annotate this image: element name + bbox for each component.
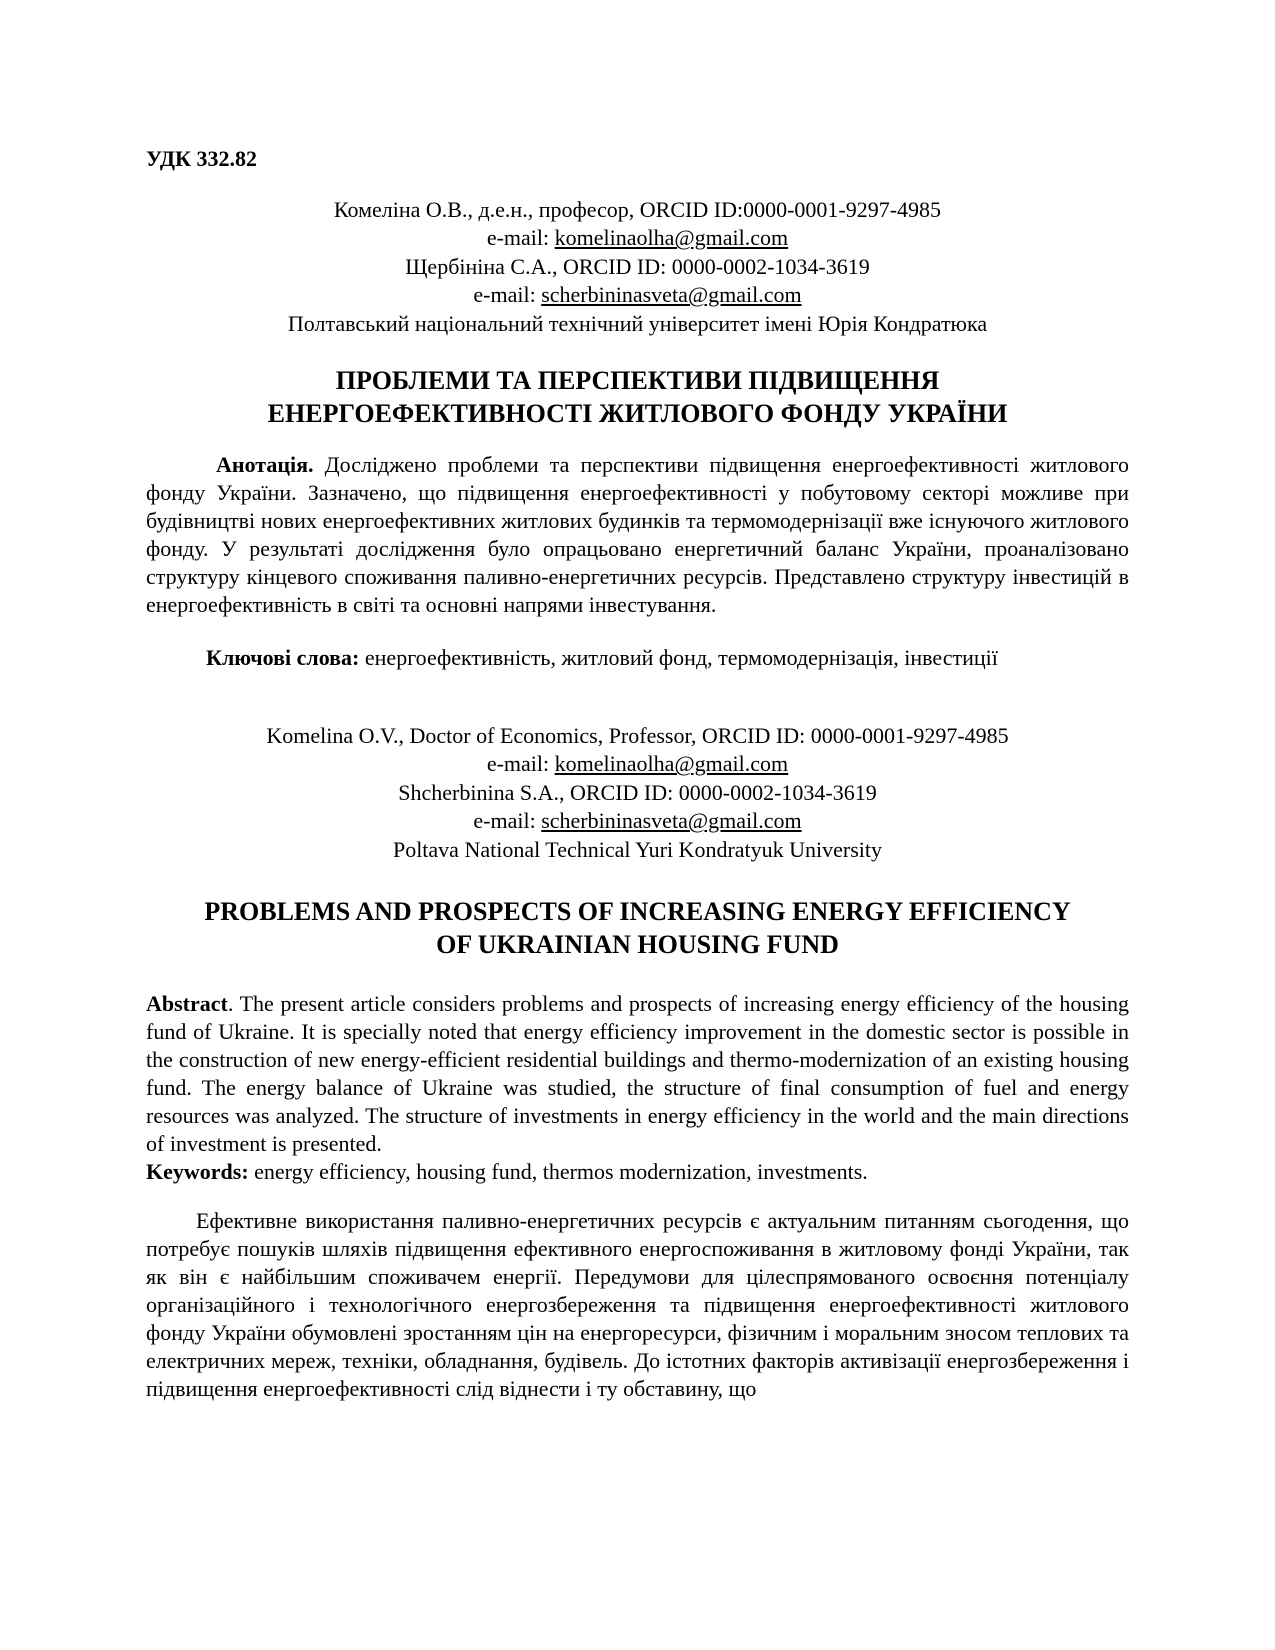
authors-block-en	[146, 722, 1129, 864]
keywords-label-en: Keywords:	[146, 1159, 249, 1184]
annotation-body: Досліджено проблеми та перспективи підвищення енергоефективності житлового фонду України. Зазначено, що підвищення енергоефективності у побутовому секторі можливе при будівництві нових енергоефективних житлових будинків та термомодернізації вже існуючого житлового фонду. У результаті дослідження було опрацьовано енергетичний баланс України, проаналізовано структуру кінцевого споживання паливно-енергетичних ресурсів. Представлено структуру інвестицій в енергоефективність в світі та основні напрями інвестування.	[146, 452, 1129, 617]
email-label: e-mail:	[486, 225, 555, 251]
email-2-en-line	[146, 807, 1129, 835]
author-2-en: Shcherbinina S.A., ORCID ID: 0000-0002-1034-3619	[398, 779, 877, 805]
title-en-line-1: PROBLEMS AND PROSPECTS OF INCREASING ENERGY EFFICIENCY	[204, 897, 1071, 926]
article-title-ua	[146, 364, 1129, 430]
title-ua-line-1: ПРОБЛЕМИ ТА ПЕРСПЕКТИВИ ПІДВИЩЕННЯ	[335, 366, 940, 395]
abstract-body: . The present article considers problems and prospects of increasing energy efficiency of the housing fund of Ukraine. It is specially noted that energy efficiency improvement in the domestic sector is possible in the construction of new energy-efficient residential buildings and thermo-modernization of an existing housing fund. The energy balance of Ukraine was studied, the structure of final consumption of fuel and energy resources was analyzed. The structure of investments in energy efficiency in the world and the main directions of investment is presented.	[146, 991, 1129, 1156]
udk-code: УДК 332.82	[146, 146, 258, 171]
email-link-scherbinina-ua[interactable]: scherbininasveta@gmail.com	[541, 282, 802, 308]
email-1-ua-line	[146, 224, 1129, 252]
affiliation-ua: Полтавський національний технічний університет імені Юрія Кондратюка	[287, 310, 988, 336]
email-link-komelina-ua[interactable]: komelinaolha@gmail.com	[554, 225, 789, 251]
keywords-text-ua: енергоефективність, житловий фонд, термомодернізація, інвестиції	[359, 645, 998, 670]
affiliation-en: Poltava National Technical Yuri Kondratyuk University	[392, 836, 883, 862]
title-ua-line-2: ЕНЕРГОЕФЕКТИВНОСТІ ЖИТЛОВОГО ФОНДУ УКРАЇНИ	[267, 399, 1008, 428]
article-title-en	[146, 895, 1129, 961]
annotation-ua-text	[146, 451, 1129, 619]
abstract-label: Abstract	[146, 991, 228, 1016]
author-1-en: Komelina O.V., Doctor of Economics, Professor, ORCID ID: 0000-0001-9297-4985	[266, 723, 1009, 748]
email-1-en-line	[146, 750, 1129, 778]
annotation-label: Анотація.	[216, 452, 314, 477]
author-1-ua: Комеліна О.В., д.е.н., професор, ORCID ID:0000-0001-9297-4985	[333, 197, 942, 222]
keywords-ua	[146, 644, 1129, 672]
body-paragraph: Ефективне використання паливно-енергетичних ресурсів є актуальним питанням сьогодення, що потребує пошуків шляхів підвищення ефективного енергоспоживання в житловому фонді України, так як він є найбільшим споживачем енергії. Передумови для цілеспрямованого освоєння потенціалу організаційного і технологічного енергозбереження та підвищення енергоефективності житлового фонду України обумовлені зростанням цін на енергоресурси, фізичним і моральним зносом теплових та електричних мереж, техніки, обладнання, будівель. До істотних факторів активізації енергозбереження і підвищення енергоефективності слід віднести і ту обставину, що	[146, 1208, 1129, 1401]
keywords-text-en: energy efficiency, housing fund, thermos modernization, investments.	[248, 1159, 868, 1184]
title-en-line-2: OF UKRAINIAN HOUSING FUND	[436, 930, 839, 959]
email-link-scherbinina-en[interactable]: scherbininasveta@gmail.com	[541, 808, 802, 834]
abstract-en-text	[146, 990, 1129, 1158]
email-label: e-mail:	[473, 808, 542, 834]
email-label: e-mail:	[486, 751, 555, 777]
authors-block-ua	[146, 196, 1129, 338]
email-link-komelina-en[interactable]: komelinaolha@gmail.com	[554, 751, 789, 777]
keywords-en	[146, 1158, 1129, 1186]
annotation-ua	[146, 451, 1129, 619]
author-2-ua: Щербініна С.А., ORCID ID: 0000-0002-1034-3619	[405, 253, 870, 279]
email-2-ua-line	[146, 281, 1129, 309]
keywords-label-ua: Ключові слова:	[206, 645, 360, 670]
email-label: e-mail:	[473, 282, 542, 308]
abstract-en	[146, 990, 1129, 1186]
